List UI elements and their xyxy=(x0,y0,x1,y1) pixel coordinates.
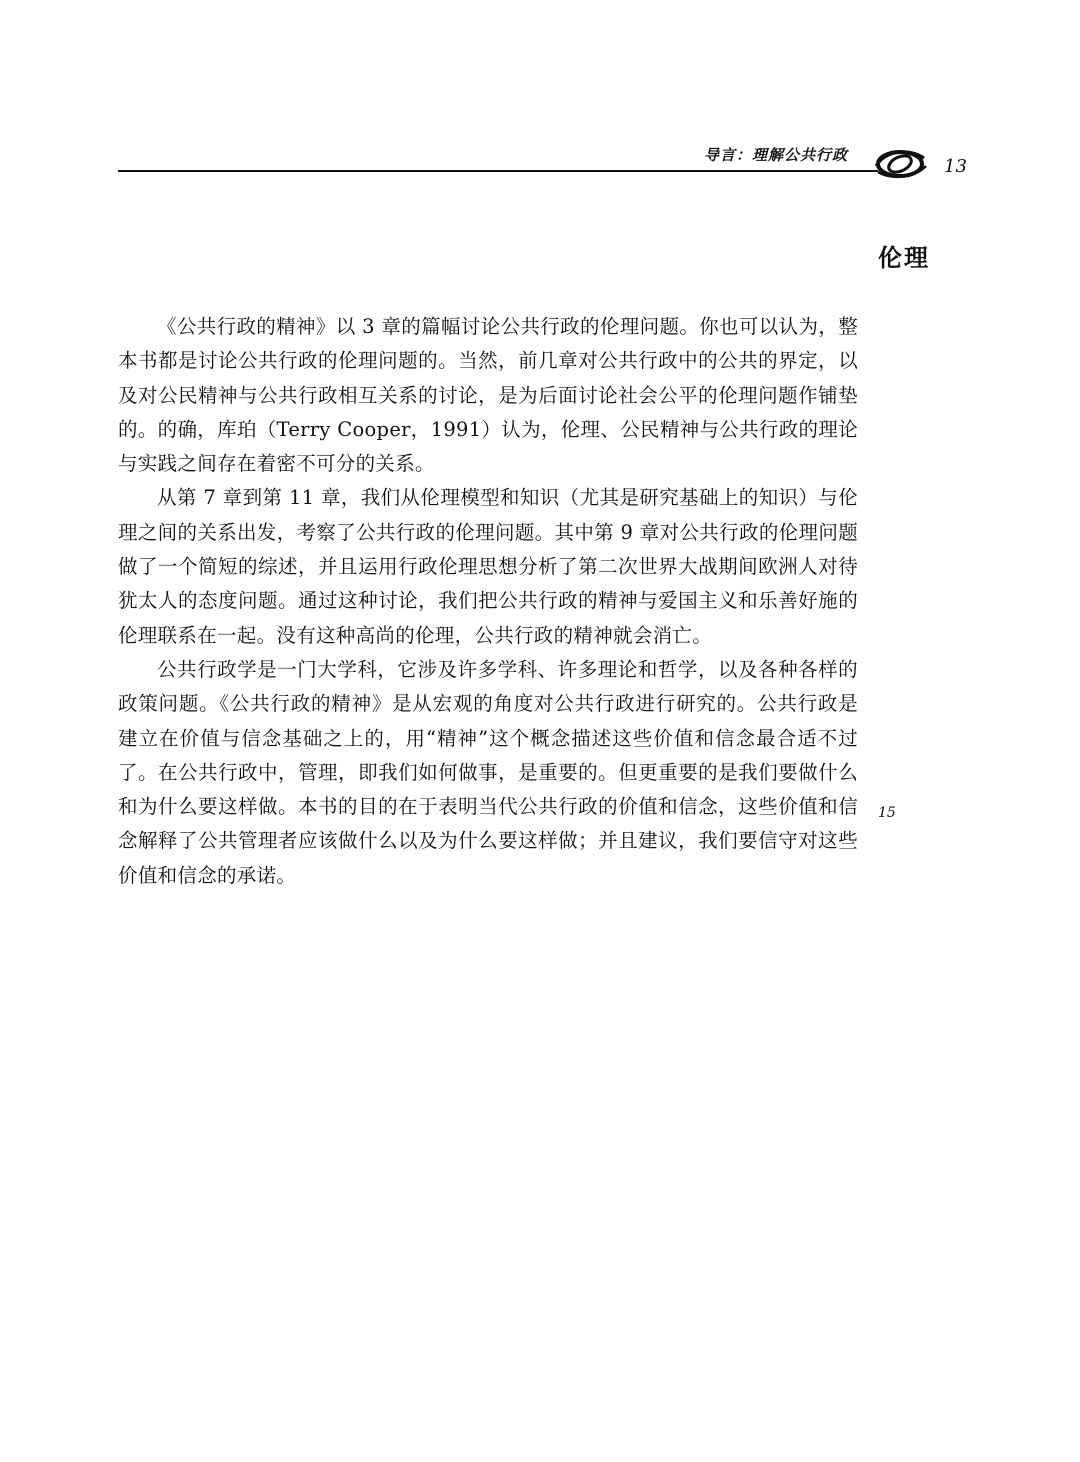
page-number: 13 xyxy=(944,156,967,177)
header-rule xyxy=(118,170,878,172)
paragraph: 公共行政学是一门大学科，它涉及许多学科、许多理论和哲学，以及各种各样的政策问题。《公共行政的精神》是从宏观的角度对公共行政进行研究的。公共行政是建立在价值与信念基础之上的，用“精神”这个概念描述这些价值和信念最合适不过了。在公共行政中，管理，即我们如何做事，是重要的。但更重要的是我们要做什么和为什么要这样做。本书的目的在于表明当代公共行政的价值和信念，这些价值和信念解释了公共管理者应该做什么以及为什么要这样做；并且建议，我们要信守对这些价值和信念的承诺。 xyxy=(118,657,858,887)
section-heading: 伦理 xyxy=(878,244,930,272)
paragraph: 《公共行政的精神》以 3 章的篇幅讨论公共行政的伦理问题。你也可以认为，整本书都是讨论公共行政的伦理问题的。当然，前几章对公共行政中的公共的界定，以及对公民精神与公共行政相互关系的讨论，是为后面讨论社会公平的伦理问题作铺垫的。的确，库珀（Terry Cooper，1991）认为，伦理、公民精神与公共行政的理论与实践之间存在着密不可分的关系。 xyxy=(118,315,858,476)
running-header xyxy=(118,140,878,180)
decorative-swirl-icon xyxy=(872,144,928,184)
body-text xyxy=(118,310,858,893)
running-title: 导言：理解公共行政 xyxy=(703,146,848,164)
margin-page-reference: 15 xyxy=(878,805,896,821)
paragraph: 从第 7 章到第 11 章，我们从伦理模型和知识（尤其是研究基础上的知识）与伦理之间的关系出发，考察了公共行政的伦理问题。其中第 9 章对公共行政的伦理问题做了一个简短的综述，并且运用行政伦理思想分析了第二次世界大战期间欧洲人对待犹太人的态度问题。通过这种讨论，我们把公共行政的精神与爱国主义和乐善好施的伦理联系在一起。没有这种高尚的伦理，公共行政的精神就会消亡。 xyxy=(118,486,858,647)
